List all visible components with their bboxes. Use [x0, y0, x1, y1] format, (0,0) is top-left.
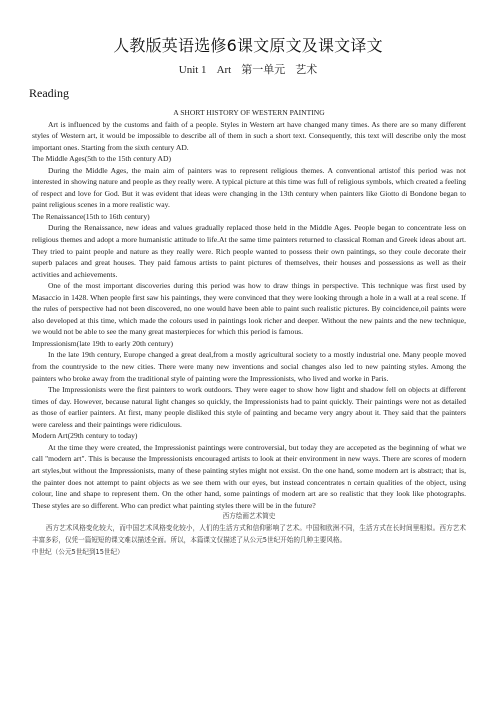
unit-heading	[0, 61, 496, 77]
document-title: 人教版英语选修6课文原文及课文译文	[113, 36, 383, 55]
paragraph-intro: Art is influenced by the customs and faith of a people. Styles in Western art have changed many times. As there are so many different styles of Western art, it would be impossible to describe all of them in such a short text. Consequently, this text will describe only the most important ones. Starting from the sixth century AD.	[32, 119, 466, 152]
unit-name-en: Art	[216, 64, 232, 76]
article-title: A SHORT HISTORY OF WESTERN PAINTING	[173, 108, 325, 117]
paragraph-impressionism-1: In the late 19th century, Europe changed a great deal,from a mostly agricultural society to a mostly industrial one. Many people moved from the countryside to the new cities. There were many new inventions and social changes also led to new painting styles. Among the painters who broke away from the traditional style of painting were the Impressionists, who lived and worke in Paris.	[32, 350, 466, 383]
translation-paragraph-1: 西方艺术风格变化较大，而中国艺术风格变化较小，人们的生活方式和信仰影响了艺术。中国和欧洲不同，生活方式在长时间里相似。西方艺术丰富多彩，仅凭一篇短短的课文难以描述全面。所以，本篇课文仅描述了从公元5世纪开始的几种主要风格。	[32, 524, 466, 544]
paragraph-renaissance-2: One of the most important discoveries during this period was how to draw things in perspective. This technique was first used by Masaccio in 1428. When people first saw his paintings, they were convinced that they were looking through a hole in a wall at a real scene. If the rules of perspective had not been discovered, no one would have been able to paint such realistic pictures. By coincidence,oil paints were also developed at this time, which made the colours used in paintings look richer and deeper. Without the new paints and the new technique, we would not be able to see the many great masterpieces for which this period is famous.	[32, 281, 466, 337]
section-heading: Reading	[29, 86, 69, 100]
heading-renaissance: The Renaissance(15th to 16th century)	[32, 211, 150, 221]
translation-title: 西方绘画艺术简史	[222, 512, 276, 521]
unit-number-cn: 第一单元	[241, 64, 286, 76]
paragraph-impressionism-2: The Impressionists were the first painters to work outdoors. They were eager to show how light and shadow fell on objects at different times of day. However, because natural light changes so quickly, the Impressionists had to paint quickly. Their paintings were not as detailed as those of earlier painters. At first, many people disliked this style of painting and became very angry about it. They said that the painters were careless and their paintings were ridiculous.	[32, 385, 466, 429]
paragraph-modern-art: At the time they were created, the Impressionist paintings were controversial, but today they are accepeted as the beginning of what we call "modern art". This is because the Impressionists encouraged artists to look at their environment in new ways. There are scores of modern art styles,but without the Impressionists, many of these painting styles might not exsist. On the one hand, some modern art is abstract; that is, the painter does not attempt to paint objects as we see them with our eyes, but instead concentrates n certain qualities of the object, using colour, line and shape to represent them. On the other hand, some paintings of modern art are so realistic that they look like photographs. These styles are so different. Who can predict what painting styles there will be in the future?	[32, 442, 466, 510]
paragraph-renaissance-1: During the Renaissance, new ideas and values gradually replaced those held in the Middle Ages. People began to concentrate less on religious themes and adopt a more humanistic attitude to life.At the same time painters returned to classical Roman and Greek ideas about art. They tried to paint people and nature as they really were. Rich people wanted to possess their own paintings, so they coule decorate their superb palaces and great houses. They paid famous artists to paint pictures of themselves, their houses and possessions as well as their activities and achievements.	[32, 223, 466, 279]
translation-heading-middle-ages: 中世纪（公元5世纪到15世纪）	[32, 547, 124, 556]
article-body	[32, 107, 466, 559]
unit-name-cn: 艺术	[295, 64, 318, 76]
paragraph-middle-ages: During the Middle Ages, the main aim of painters was to represent religious themes. A conventional artistof this period was not interested in showing nature and people as they really were. A typical picture at this time was full of religious symbols, which created a feeling of respect and love for God. But it was evident that ideas were changing in the 13th century when painters like Giotto di Bondone began to paint religious scenes in a more realistic way.	[32, 165, 466, 210]
heading-modern-art: Modern Art(29th century to today)	[32, 431, 138, 441]
unit-number: Unit 1	[178, 64, 207, 76]
heading-impressionism: Impressionism(late 19th to early 20th century)	[32, 338, 174, 348]
heading-middle-ages: The Middle Ages(5th to the 15th century AD)	[32, 154, 171, 164]
